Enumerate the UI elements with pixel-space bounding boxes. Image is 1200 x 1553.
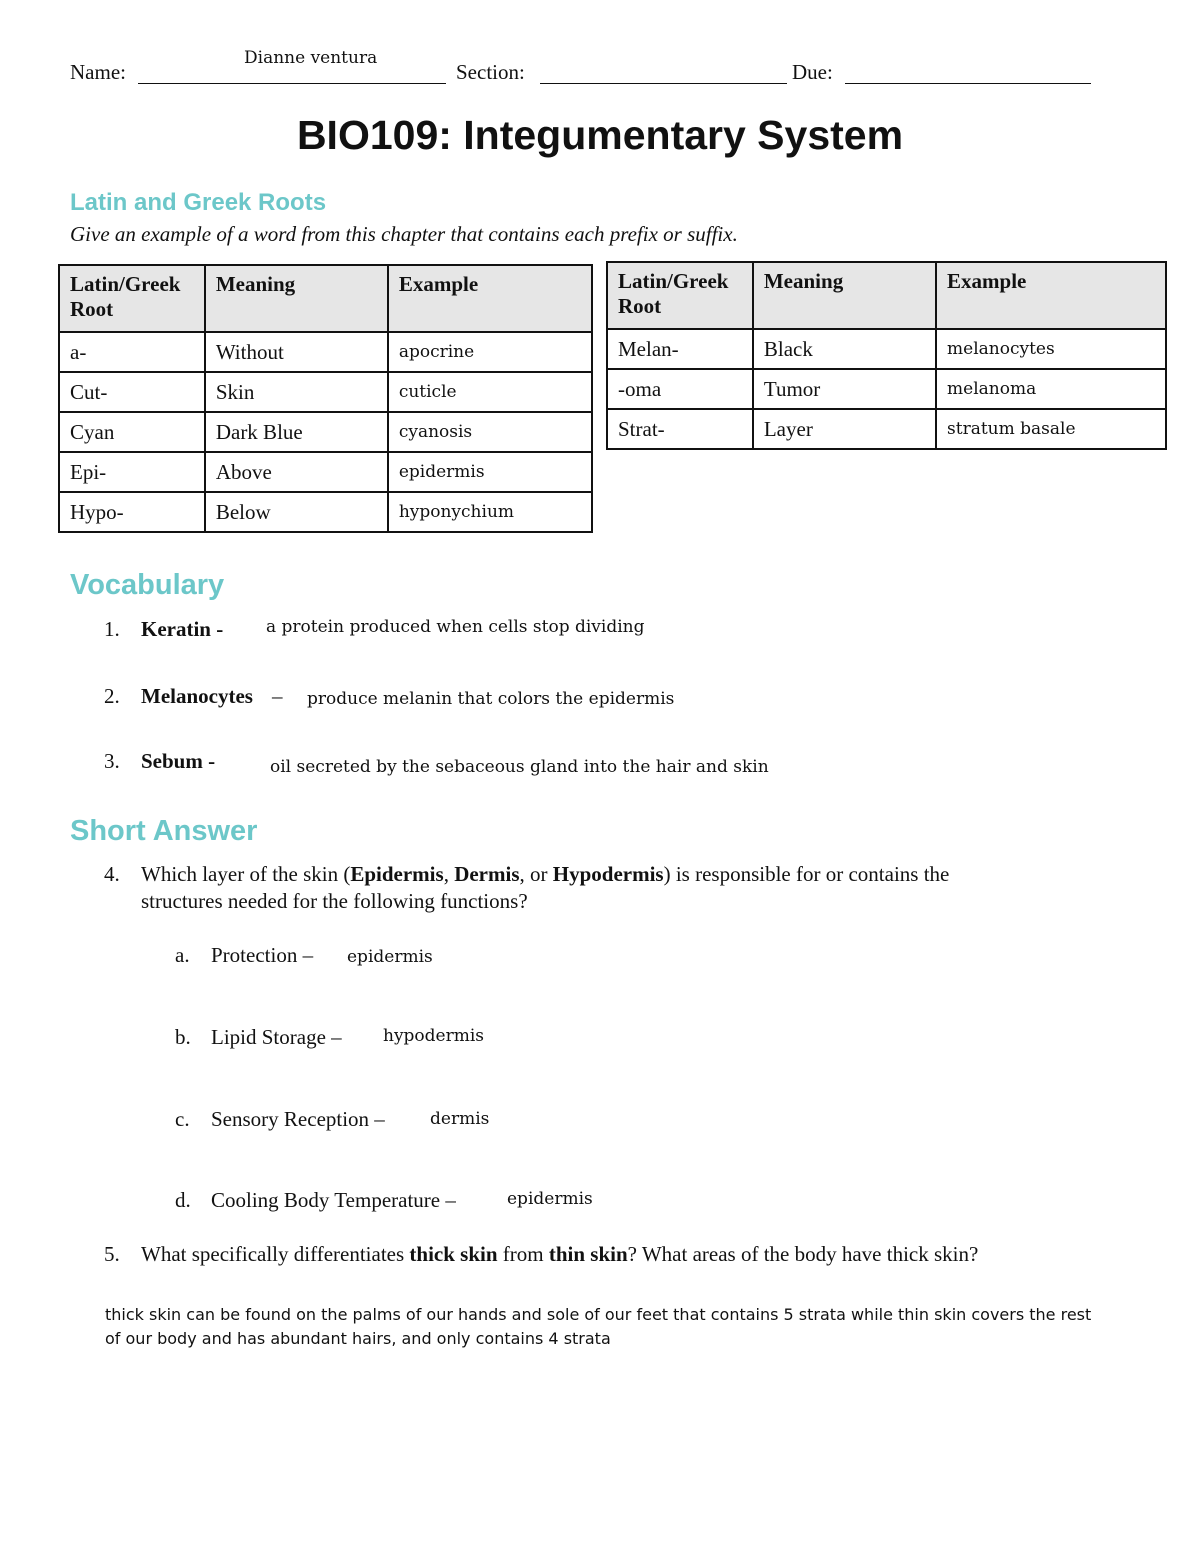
roots-table-left	[58, 264, 593, 533]
vocab-number: 1.	[104, 617, 120, 641]
question-5-text	[141, 1241, 978, 1268]
vocab-answer[interactable]: oil secreted by the sebaceous gland into the hair and skin	[270, 757, 769, 777]
meaning-cell: Black	[753, 329, 936, 369]
example-cell[interactable]: cyanosis	[388, 412, 592, 452]
meaning-cell: Tumor	[753, 369, 936, 409]
term-dermis: Dermis	[454, 862, 520, 886]
sub-question-label: Protection –	[211, 943, 314, 967]
sub-question-label: Cooling Body Temperature –	[211, 1188, 456, 1212]
section-underline[interactable]	[540, 83, 787, 84]
vocab-number: 2.	[104, 684, 120, 708]
table-header-row	[59, 265, 592, 332]
vocab-answer[interactable]: produce melanin that colors the epidermis	[307, 689, 675, 709]
table-header-row	[607, 262, 1166, 329]
vocab-separator: –	[272, 684, 283, 708]
roots-instructions: Give an example of a word from this chapter that contains each prefix or suffix.	[70, 222, 738, 246]
column-header: Example	[936, 262, 1166, 329]
due-label: Due:	[792, 60, 833, 84]
vocab-number: 3.	[104, 749, 120, 773]
meaning-cell: Dark Blue	[205, 412, 388, 452]
meaning-cell: Below	[205, 492, 388, 532]
table-row	[607, 369, 1166, 409]
question-4-text-line2: structures needed for the following functions?	[141, 889, 528, 913]
meaning-cell: Skin	[205, 372, 388, 412]
table-row	[59, 372, 592, 412]
table-row	[59, 452, 592, 492]
vocabulary-heading: Vocabulary	[70, 569, 225, 601]
roots-heading: Latin and Greek Roots	[70, 189, 327, 216]
question-text: ,	[443, 862, 455, 886]
question-5-answer-line1[interactable]: thick skin can be found on the palms of our hands and sole of our feet that contains 5 strata while thin skin covers the rest	[105, 1305, 1092, 1324]
page-title: BIO109: Integumentary System	[296, 112, 904, 158]
example-cell[interactable]: melanoma	[936, 369, 1166, 409]
sub-question-letter: b.	[175, 1025, 191, 1049]
example-cell[interactable]: melanocytes	[936, 329, 1166, 369]
example-cell[interactable]: stratum basale	[936, 409, 1166, 449]
question-text: from	[497, 1242, 549, 1266]
roots-table-right	[606, 261, 1167, 450]
table-row	[607, 329, 1166, 369]
question-text: ? What areas of the body have thick skin?	[627, 1242, 979, 1266]
column-header: Latin/Greek Root	[59, 265, 205, 332]
sub-question-answer[interactable]: epidermis	[507, 1189, 593, 1209]
question-text: Which layer of the skin (	[141, 862, 351, 886]
example-cell[interactable]: cuticle	[388, 372, 592, 412]
question-text: , or	[519, 862, 553, 886]
root-cell: Cut-	[59, 372, 205, 412]
term-thick-skin: thick skin	[409, 1242, 498, 1266]
term-hypodermis: Hypodermis	[552, 862, 664, 886]
short-answer-heading: Short Answer	[70, 815, 258, 847]
question-text: ) is responsible for or contains the	[663, 862, 950, 886]
root-cell: Hypo-	[59, 492, 205, 532]
table-row	[59, 412, 592, 452]
column-header: Latin/Greek Root	[607, 262, 753, 329]
root-cell: Strat-	[607, 409, 753, 449]
meaning-cell: Above	[205, 452, 388, 492]
root-cell: Cyan	[59, 412, 205, 452]
example-cell[interactable]: apocrine	[388, 332, 592, 372]
root-cell: Epi-	[59, 452, 205, 492]
sub-question-answer[interactable]: hypodermis	[383, 1026, 485, 1046]
name-label: Name:	[70, 60, 126, 84]
question-4-text	[141, 861, 949, 888]
vocab-term: Melanocytes	[141, 684, 253, 708]
sub-question-letter: a.	[175, 943, 190, 967]
sub-question-answer[interactable]: dermis	[430, 1109, 490, 1129]
section-label: Section:	[456, 60, 525, 84]
column-header: Example	[388, 265, 592, 332]
root-cell: Melan-	[607, 329, 753, 369]
sub-question-label: Lipid Storage –	[211, 1025, 342, 1049]
table-row	[59, 332, 592, 372]
sub-question-answer[interactable]: epidermis	[347, 947, 433, 967]
term-epidermis: Epidermis	[350, 862, 444, 886]
meaning-cell: Without	[205, 332, 388, 372]
question-number: 4.	[104, 862, 120, 886]
column-header: Meaning	[205, 265, 388, 332]
question-text: What specifically differentiates	[141, 1242, 410, 1266]
example-cell[interactable]: epidermis	[388, 452, 592, 492]
sub-question-label: Sensory Reception –	[211, 1107, 385, 1131]
vocab-answer[interactable]: a protein produced when cells stop dividing	[266, 617, 645, 637]
table-row	[607, 409, 1166, 449]
meaning-cell: Layer	[753, 409, 936, 449]
sub-question-letter: c.	[175, 1107, 190, 1131]
example-cell[interactable]: hyponychium	[388, 492, 592, 532]
vocab-term: Sebum -	[141, 749, 216, 773]
due-underline[interactable]	[845, 83, 1091, 84]
root-cell: a-	[59, 332, 205, 372]
question-number: 5.	[104, 1242, 120, 1266]
column-header: Meaning	[753, 262, 936, 329]
name-underline	[138, 83, 446, 84]
vocab-term: Keratin -	[141, 617, 224, 641]
question-5-answer-line2[interactable]: of our body and has abundant hairs, and only contains 4 strata	[105, 1329, 611, 1348]
root-cell: -oma	[607, 369, 753, 409]
term-thin-skin: thin skin	[548, 1242, 628, 1266]
sub-question-letter: d.	[175, 1188, 191, 1212]
table-row	[59, 492, 592, 532]
name-value[interactable]: Dianne ventura	[244, 48, 378, 68]
